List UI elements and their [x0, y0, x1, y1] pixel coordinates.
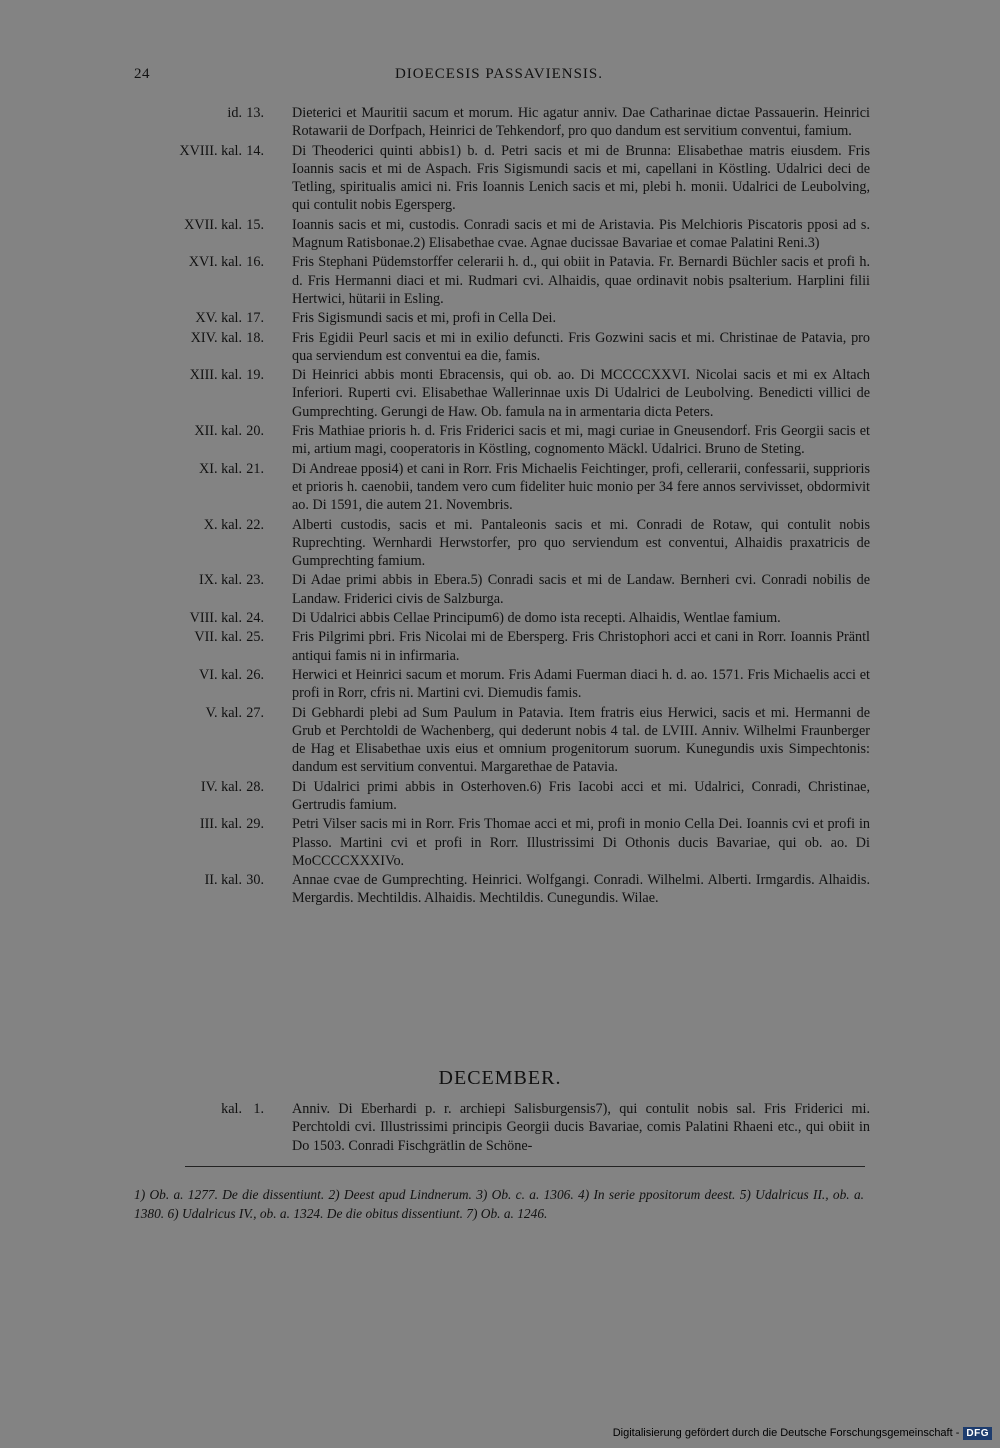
footnotes: 1) Ob. a. 1277. De die dissentiunt. 2) Deest apud Lindnerum. 3) Ob. c. a. 1306. 4) In serie ppositorum deest. 5) Udalricus II., ob. a. 1380. 6) Udalricus IV., ob. a. 1324. De die obitus dissentiunt. 7) Ob. a. 1246.	[134, 1187, 864, 1221]
section-title: DECEMBER.	[438, 1067, 562, 1089]
entry-day-number: 23.	[246, 572, 264, 589]
entry-text: Di Udalrici abbis Cellae Principum6) de domo ista recepti. Alhaidis, Wentlae famium.	[292, 610, 781, 627]
entry-day-number: 20.	[246, 423, 264, 440]
entry-row	[110, 666, 870, 703]
entry-day-number: 1.	[253, 1101, 264, 1117]
entry-text: Di Udalrici primi abbis in Osterhoven.6) Fris Iacobi acci et mi. Udalrici, Conradi, Christinae, Gertrudis famium.	[292, 778, 870, 813]
entry-text: Di Theoderici quinti abbis1) b. d. Petri sacis et mi de Brunna: Elisabethae matris eiusdem. Fris Ioannis sacis et mi de Aspach. Fris Sigismundi sacis et mi, capellani in Köstling. Udalrici deci de Tetling, spiritualis amici ni. Fris Ioannis Lenich sacis et mi, plebi h. monii. Udalrici de Leubolving, qui contulit nobis Egersperg.	[292, 142, 870, 214]
entry-row	[110, 871, 870, 908]
entry-text: Di Gebhardi plebi ad Sum Paulum in Patavia. Item fratris eius Herwici, sacis et mi. Hermanni de Grub et Perchtoldi de Wachenberg, qui dederunt nobis 4 tal. de LVIII. Anniv. Wilhelmi Fraunberger de Hag et Elisabethae uxis eius et omnium progenitorum suorum. Kunegundis uxis Simpechtonis: dandum est servitium conventui. Margarethae de Patavia.	[292, 704, 870, 776]
entry-date: V. kal.	[205, 704, 242, 721]
entry-day-number: 22.	[246, 516, 264, 533]
entry-date: id.	[227, 105, 242, 121]
entry-day-number: 18.	[246, 329, 264, 346]
entry-date: III. kal.	[199, 816, 242, 833]
entry-date: VI. kal.	[199, 666, 242, 683]
dfg-logo: DFG	[963, 1427, 992, 1440]
page-number: 24	[134, 66, 150, 82]
entry-text: Fris Egidii Peurl sacis et mi in exilio defuncti. Fris Gozwini sacis et mi. Christinae de Patavia, pro qua serviendum est conventui ea die, famis.	[292, 329, 870, 364]
necrology-entries	[110, 104, 870, 909]
entry-text: Alberti custodis, sacis et mi. Pantaleonis sacis et mi. Conradi de Rotaw, qui contulit nobis Ruprechting. Wernhardi Herwstorfer, pro quo serviendum est conventui, Alhaidis praxatricis de Gumprechting famium.	[292, 516, 870, 570]
page-header	[134, 66, 864, 90]
entry-row	[110, 778, 870, 815]
entry-row	[110, 1100, 870, 1155]
entry-text: Dieterici et Mauritii sacum et morum. Hic agatur anniv. Dae Catharinae dictae Passauerin. Heinrici Rotawarii de Dorfpach, Heinrici de Tehkendorf, pro quo dandum est servitium conventui, famium.	[292, 105, 870, 140]
entry-row	[110, 628, 870, 665]
entry-row	[110, 571, 870, 608]
entry-date: XI. kal.	[199, 460, 242, 477]
entry-date: XV. kal.	[195, 310, 242, 327]
entry-day-number: 19.	[246, 367, 264, 384]
running-title: DIOECESIS PASSAVIENSIS.	[394, 66, 604, 82]
entry-row	[110, 516, 870, 571]
entry-day-number: 30.	[246, 872, 264, 889]
entry-row	[110, 329, 870, 366]
entry-text: Fris Mathiae prioris h. d. Fris Friderici sacis et mi, magi curiae in Gneusendorf. Fris Georgii sacis et mi, artium magi, cooperatoris in Köstling, cognomento Mäckl. Udalrici. Bruno de Steting.	[292, 423, 870, 458]
footnote-rule	[185, 1166, 865, 1167]
entry-date: IX. kal.	[199, 572, 242, 589]
entry-date: VIII. kal.	[189, 610, 242, 627]
entry-day-number: 28.	[246, 778, 264, 795]
entry-day-number: 26.	[246, 666, 264, 683]
entry-text: Fris Sigismundi sacis et mi, profi in Cella Dei.	[292, 310, 557, 327]
entry-text: Fris Stephani Püdemstorffer celerarii h. d., qui obiit in Patavia. Fr. Bernardi Büchler sacis et profi h. d. Fris Hermanni diaci et mi. Rudmari cvi. Alhaidis, quae ordinavit nobis psalterium. Harplini filii Hertwici, hütarii in Esling.	[292, 254, 870, 307]
entry-text: Di Heinrici abbis monti Ebracensis, qui ob. ao. Di MCCCCXXVI. Nicolai sacis et mi ex Altach Inferiori. Ruperti cvi. Elisabethae Wallerinnae uxis Di Udalrici de Leubolving. Benedicti villici de Gumprechting. Gerungi de Haw. Ob. famula na in armentaria dicta Peters.	[292, 367, 870, 420]
entry-date: XIV. kal.	[190, 329, 242, 346]
entry-row	[110, 366, 870, 421]
entry-date: II. kal.	[204, 872, 242, 889]
entry-day-number: 15.	[246, 216, 264, 233]
entry-day-number: 29.	[246, 816, 264, 833]
entry-text: Fris Pilgrimi pbri. Fris Nicolai mi de Ebersperg. Fris Christophori acci et cani in Rorr. Ioannis Präntl antiqui famis ni in infirmaria.	[292, 629, 870, 664]
entry-row	[110, 422, 870, 459]
entry-date: kal.	[221, 1101, 242, 1117]
entry-text: Herwici et Heinrici sacum et morum. Fris Adami Fuerman diaci h. d. ao. 1571. Fris Michaelis acci et profi in Rorr, cfris ni. Martini cvi. Diemudis famis.	[292, 666, 870, 702]
entry-day-number: 14.	[246, 142, 264, 159]
entry-date: XVI. kal.	[188, 254, 242, 271]
entry-text: Petri Vilser sacis mi in Rorr. Fris Thomae acci et mi, profi in monio Cella Dei. Ioannis cvi et profi in Plasso. Martini cvi et profi in Rorr. Illustrissimi Di Othonis ducis Bavariae, qui ob. ao. Di MoCCCCXXXIVo.	[292, 816, 870, 869]
credit-text: Digitalisierung gefördert durch die Deutsche Forschungsgemeinschaft -	[612, 1427, 960, 1439]
entry-date: IV. kal.	[200, 778, 242, 795]
entry-row	[110, 609, 870, 627]
entry-text: Annae cvae de Gumprechting. Heinrici. Wolfgangi. Conradi. Wilhelmi. Alberti. Irmgardis. Alhaidis. Mergardis. Mechtildis. Alhaidis. Mechtildis. Cunegundis. Wilae.	[292, 872, 870, 907]
entry-text: Ioannis sacis et mi, custodis. Conradi sacis et mi de Aristavia. Pis Melchioris Piscatoris pposi ad s. Magnum Ratisbonae.2) Elisabethae cvae. Agnae ducissae Bavariae et comae Palatini Reni.3)	[292, 216, 870, 252]
entry-day-number: 16.	[246, 254, 264, 271]
entry-date: VII. kal.	[194, 629, 242, 646]
entry-row	[110, 104, 870, 141]
entry-day-number: 21.	[246, 460, 264, 477]
december-entries	[110, 1100, 870, 1156]
entry-row	[110, 142, 870, 215]
entry-row	[110, 815, 870, 870]
entry-text: Di Andreae pposi4) et cani in Rorr. Fris Michaelis Feichtinger, profi, cellerarii, confessarii, supprioris et prioris h. caenobii, tandem vero cum fideliter huic monio per 34 fere annos servivisset, obdormivit ao. Di 1591, die autem 21. Novembris.	[292, 460, 870, 514]
entry-day-number: 13.	[246, 105, 264, 121]
entry-date: XII. kal.	[194, 423, 242, 440]
entry-row	[110, 309, 870, 327]
entry-date: XVII. kal.	[184, 216, 242, 233]
entry-row	[110, 253, 870, 308]
entry-day-number: 25.	[246, 629, 264, 646]
entry-text: Anniv. Di Eberhardi p. r. archiepi Salisburgensis7), qui contulit nobis sal. Fris Friderici mi. Perchtoldi cvi. Illustrissimi principis Georgii ducis Bavariae, comis Palatini Rhaeni etc., qui obiit in Do 1503. Conradi Fischgrätlin de Schöne-	[292, 1101, 870, 1154]
entry-row	[110, 460, 870, 515]
entry-day-number: 17.	[246, 310, 264, 327]
entry-row	[110, 216, 870, 253]
funding-credit	[613, 1424, 992, 1442]
entry-row	[110, 704, 870, 777]
entry-day-number: 24.	[246, 610, 264, 627]
entry-date: X. kal.	[203, 516, 242, 533]
entry-date: XVIII. kal.	[179, 142, 242, 159]
entry-day-number: 27.	[246, 704, 264, 721]
entry-date: XIII. kal.	[189, 367, 242, 384]
entry-text: Di Adae primi abbis in Ebera.5) Conradi sacis et mi de Landaw. Bernheri cvi. Conradi nobilis de Landaw. Friderici civis de Salzburga.	[292, 572, 870, 607]
